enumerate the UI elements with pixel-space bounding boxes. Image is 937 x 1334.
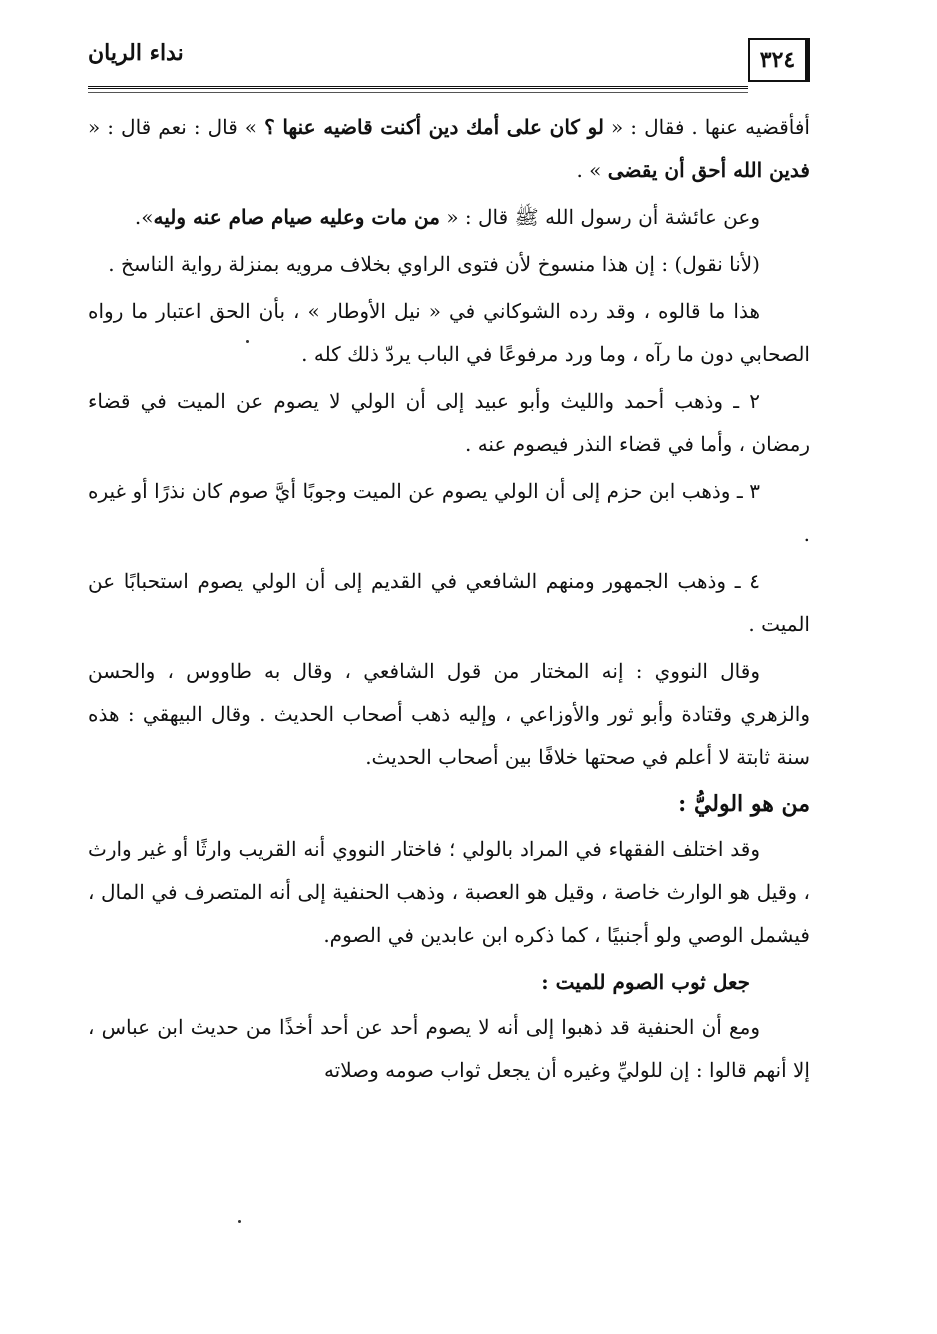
paragraph-3: (لأنا نقول) : إن هذا منسوخ لأن فتوى الراوي بخلاف مرويه بمنزلة رواية الناسخ . — [108, 252, 760, 276]
hadith-quote-1: لو كان على أمك دين أكنت قاضيه عنها ؟ — [264, 115, 604, 139]
p2-text-end: ». — [134, 205, 154, 229]
p1-text-start: أفأقضيه عنها . فقال : « — [604, 115, 810, 139]
p1-text-end: » . — [576, 158, 608, 182]
print-speck — [238, 1220, 241, 1223]
paragraph-2 — [88, 196, 810, 239]
p2-text-start: وعن عائشة أن رسول الله ﷺ قال : « — [439, 205, 760, 229]
hadith-quote-2: فدين الله أحق أن يقضى — [607, 158, 810, 182]
paragraph-8: وقال النووي : إنه المختار من قول الشافعي ، وقال به طاووس ، والحسن والزهري وقتادة وأبو ثور والأوزاعي ، وإليه ذهب أصحاب الحديث . وقال البيهقي : هذه سنة ثابتة لا أعلم في صحتها خلافًا بين أصحاب الحديث. — [88, 659, 810, 769]
p1-text-middle: » قال : نعم قال : « — [88, 115, 265, 139]
paragraph-7: ٤ ـ وذهب الجمهور ومنهم الشافعي في القديم إلى أن الولي يصوم استحبابًا عن الميت . — [88, 569, 810, 636]
paragraph-5: ٢ ـ وذهب أحمد والليث وأبو عبيد إلى أن الولي لا يصوم عن الميت في قضاء رمضان ، وأما في قضاء النذر فيصوم عنه . — [88, 389, 810, 456]
paragraph-10: ومع أن الحنفية قد ذهبوا إلى أنه لا يصوم أحد عن أحد أخذًا من حديث ابن عباس ، إلا أنهم قالوا : إن للوليِّ وغيره أن يجعل ثواب صومه وصلاته — [88, 1015, 810, 1082]
paragraph-4: هذا ما قالوه ، وقد رده الشوكاني في « نيل الأوطار » ، بأن الحق اعتبار ما رواه الصحابي دون ما رآه ، وما ورد مرفوعًا في الباب يردّ ذلك كله . — [88, 299, 810, 366]
section-heading-reward: جعل ثوب الصوم للميت : — [541, 970, 750, 994]
hadith-quote-3: من مات وعليه صيام صام عنه وليه — [153, 205, 440, 229]
header-rule — [88, 86, 748, 89]
paragraph-1 — [88, 106, 810, 192]
running-title: نداء الريان — [88, 40, 184, 66]
page-number: ٣٢٤ — [759, 47, 796, 73]
paragraph-6: ٣ ـ وذهب ابن حزم إلى أن الولي يصوم عن الميت وجوبًا أيَّ صوم كان نذرًا أو غيره . — [88, 479, 810, 546]
page-header — [88, 34, 810, 90]
header-rule-thin — [88, 92, 748, 93]
paragraph-9: وقد اختلف الفقهاء في المراد بالولي ؛ فاختار النووي أنه القريب وارثًا أو غير وارث ، وقيل هو الوارث خاصة ، وقيل هو العصبة ، وذهب الحنفية إلى أنه المتصرف في المال ، فيشمل الوصي ولو أجنبيًا ، كما ذكره ابن عابدين في الصوم. — [88, 837, 810, 947]
page-body — [88, 106, 810, 1096]
page-number-box — [748, 38, 810, 82]
section-heading-wali: من هو الوليُّ : — [678, 791, 810, 817]
print-speck — [246, 340, 249, 343]
